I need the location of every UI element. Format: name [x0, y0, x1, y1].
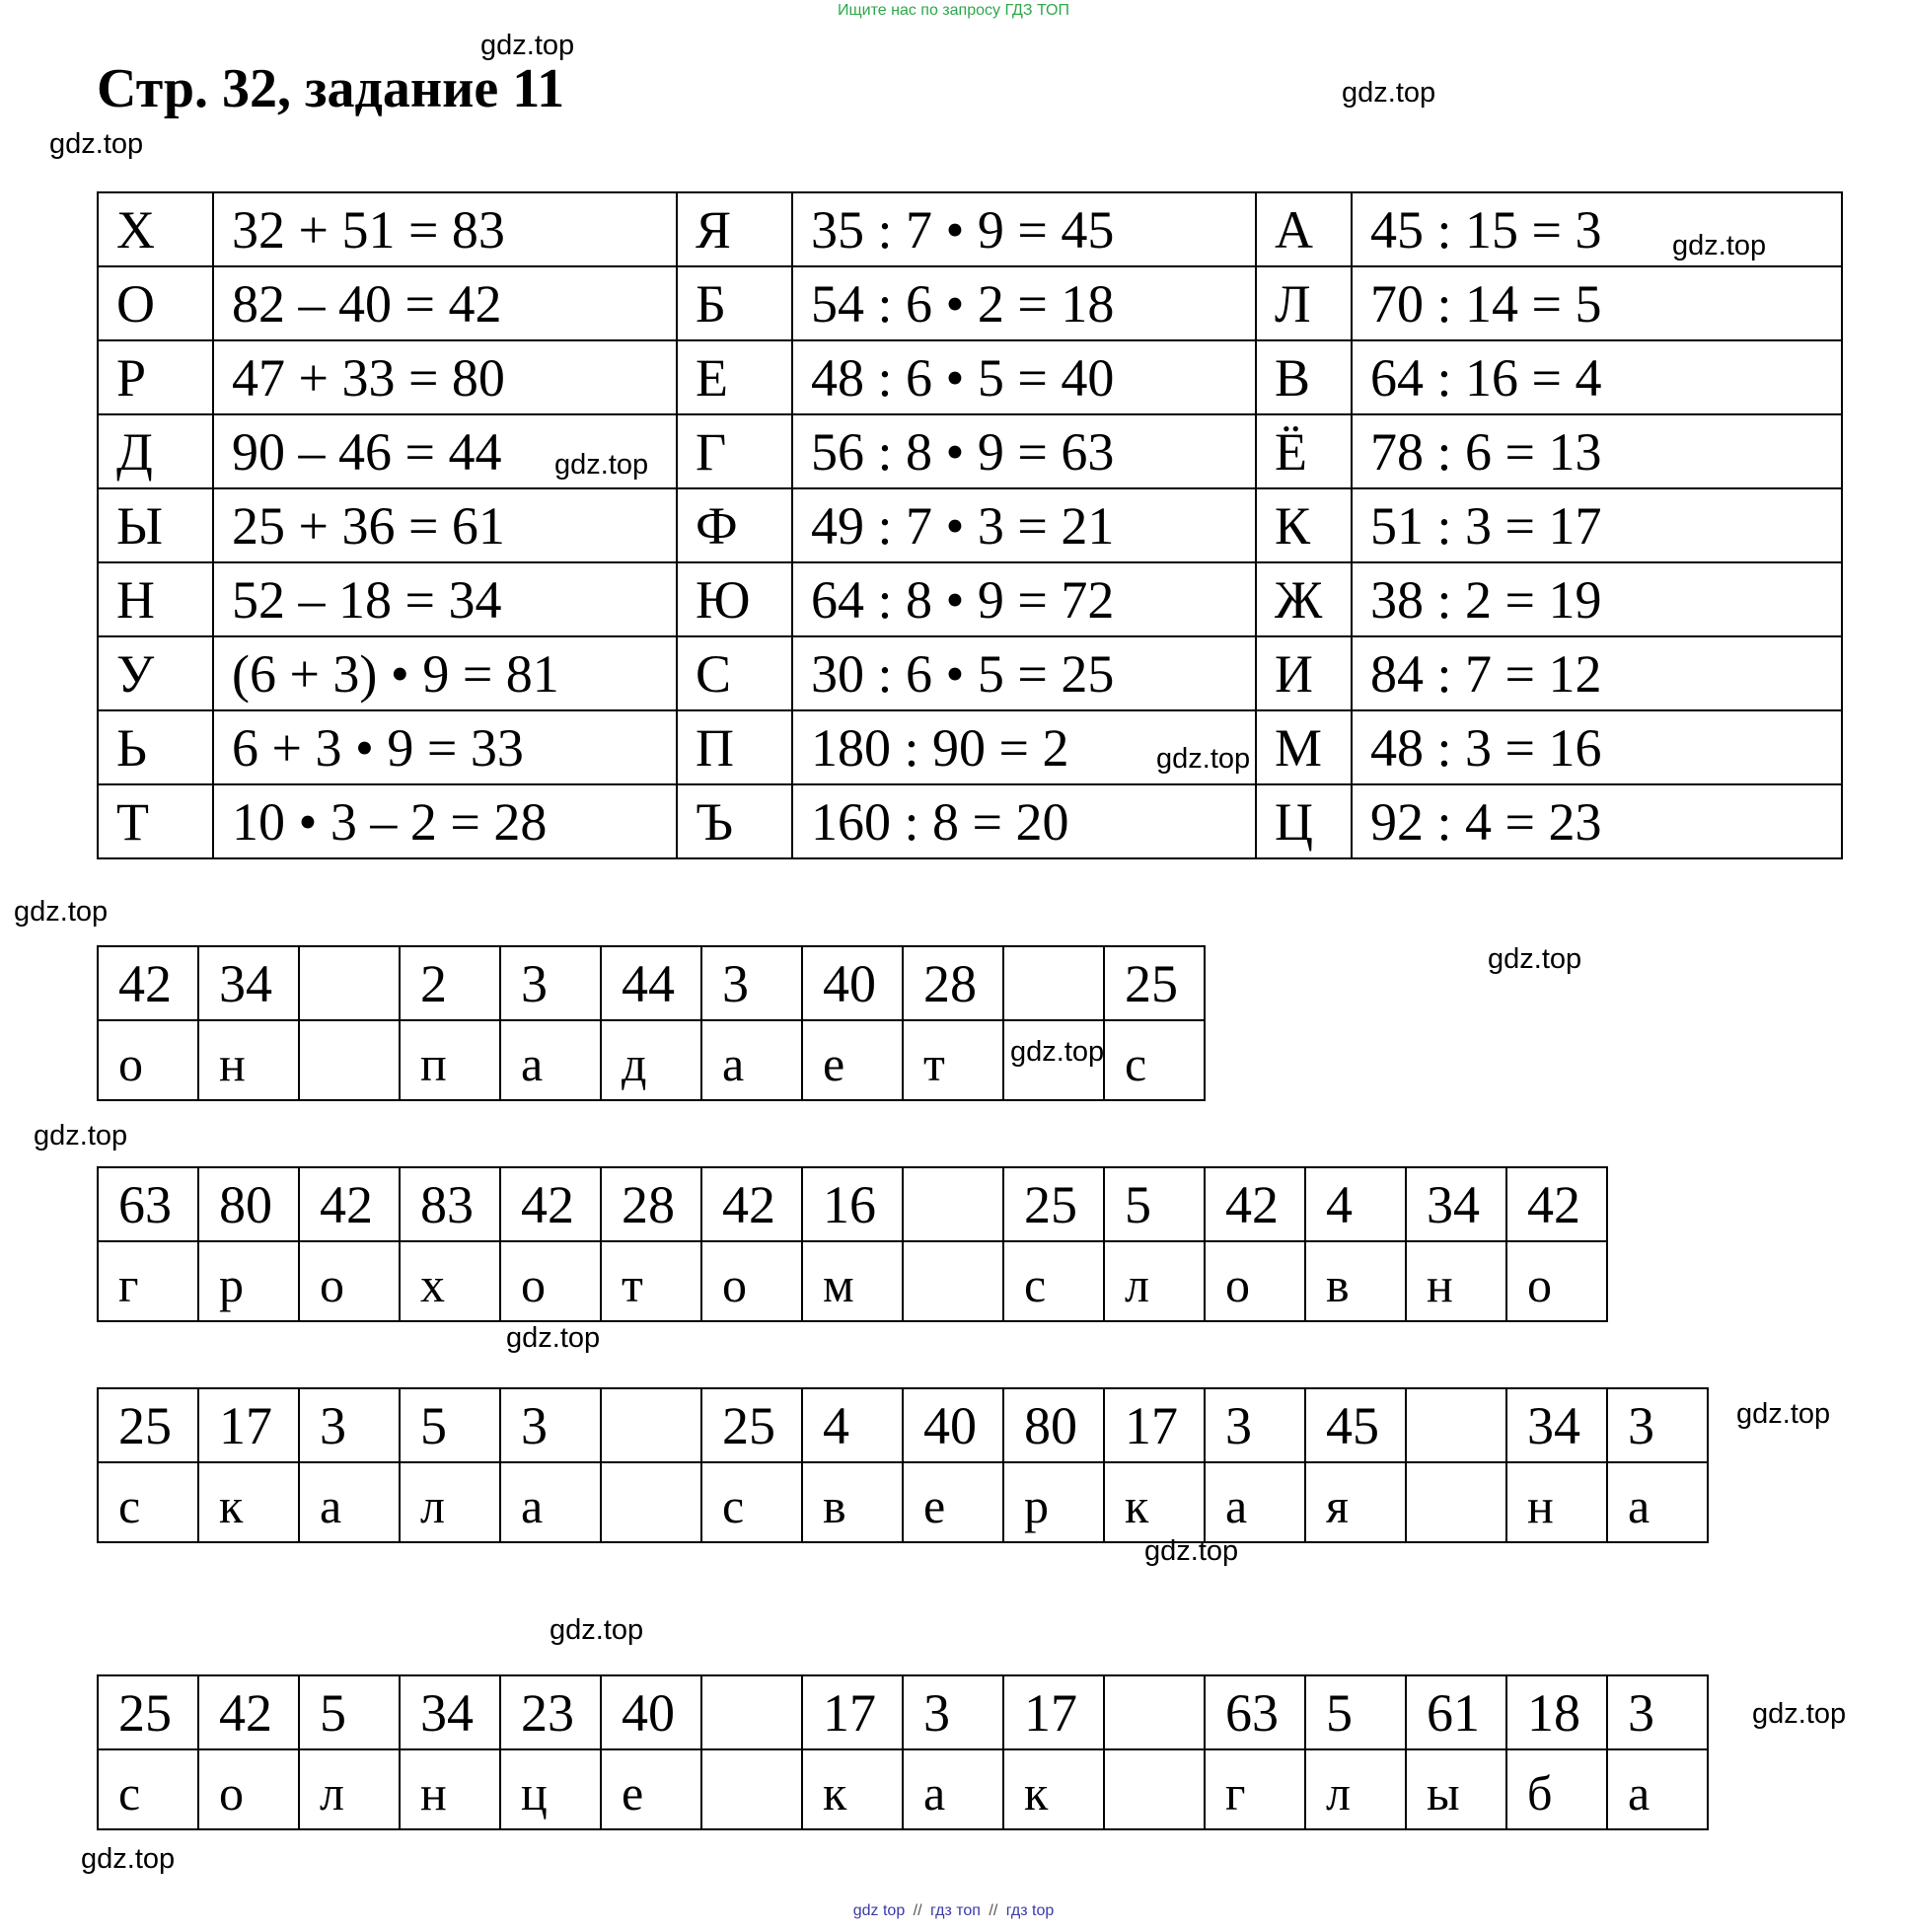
watermark: gdz.top — [480, 30, 575, 61]
answer-letter-cell: д — [601, 1020, 701, 1100]
answer-letter-cell: р — [198, 1241, 299, 1321]
answer-number-cell: 40 — [903, 1388, 1003, 1462]
key-letter: Ю — [677, 562, 792, 636]
key-letter: Ь — [98, 710, 213, 784]
key-letter: Ы — [98, 488, 213, 562]
answer-letter-cell — [1104, 1749, 1205, 1829]
key-expression: 160 : 8 = 20 — [792, 784, 1256, 858]
answer-number-cell: 25 — [701, 1388, 802, 1462]
answer-number-cell: 3 — [500, 1388, 601, 1462]
answer-number-cell: 40 — [601, 1675, 701, 1749]
answer-number-cell: 17 — [1003, 1675, 1104, 1749]
answer-letter-cell — [1406, 1462, 1506, 1542]
watermark: gdz.top — [1672, 230, 1767, 261]
answer-letter-cell: г — [98, 1241, 198, 1321]
answer-number-cell: 34 — [198, 946, 299, 1020]
answer-number-cell: 18 — [1506, 1675, 1607, 1749]
answer-number-cell: 34 — [400, 1675, 500, 1749]
answer-number-cell: 23 — [500, 1675, 601, 1749]
key-expression: 92 : 4 = 23 — [1352, 784, 1842, 858]
answer-number-cell: 3 — [299, 1388, 400, 1462]
answer-letter-cell: а — [500, 1462, 601, 1542]
answer-letter-cell: а — [299, 1462, 400, 1542]
key-expression: 54 : 6 • 2 = 18 — [792, 266, 1256, 340]
answer-number-cell: 4 — [1305, 1167, 1406, 1241]
answer-letters-row — [98, 1462, 1708, 1542]
key-letter: Т — [98, 784, 213, 858]
key-letter: У — [98, 636, 213, 710]
answer-letter-cell: о — [701, 1241, 802, 1321]
answer-letter-cell — [601, 1462, 701, 1542]
key-letter: Л — [1256, 266, 1352, 340]
answer-number-cell: 3 — [1607, 1675, 1708, 1749]
answer-table-2 — [97, 1166, 1608, 1322]
key-letter: Г — [677, 414, 792, 488]
top-note: Ищите нас по запросу ГДЗ ТОП — [838, 2, 1069, 19]
answer-number-cell — [1003, 946, 1104, 1020]
answer-letter-cell: е — [601, 1749, 701, 1829]
key-expression: 90 – 46 = 44 — [213, 414, 677, 488]
watermark: gdz.top — [49, 128, 144, 160]
key-letter: Б — [677, 266, 792, 340]
answer-number-cell: 17 — [802, 1675, 903, 1749]
answer-letter-cell: а — [1607, 1462, 1708, 1542]
answer-number-cell — [701, 1675, 802, 1749]
answer-number-cell: 42 — [299, 1167, 400, 1241]
answer-letter-cell: с — [98, 1749, 198, 1829]
answer-letter-cell: с — [1003, 1241, 1104, 1321]
answer-number-cell: 17 — [1104, 1388, 1205, 1462]
answer-number-cell: 42 — [500, 1167, 601, 1241]
answer-number-cell: 61 — [1406, 1675, 1506, 1749]
key-expression: 82 – 40 = 42 — [213, 266, 677, 340]
answer-number-cell: 25 — [98, 1675, 198, 1749]
answer-letter-cell: т — [903, 1020, 1003, 1100]
answer-letter-cell: н — [1406, 1241, 1506, 1321]
answer-number-cell: 25 — [98, 1388, 198, 1462]
key-letter: В — [1256, 340, 1352, 414]
answer-number-cell: 63 — [98, 1167, 198, 1241]
key-row — [98, 710, 1842, 784]
answer-number-cell: 44 — [601, 946, 701, 1020]
answer-letter-cell: ц — [500, 1749, 601, 1829]
key-row — [98, 488, 1842, 562]
answer-number-cell: 42 — [1205, 1167, 1305, 1241]
answer-letter-cell: б — [1506, 1749, 1607, 1829]
answer-number-cell: 25 — [1003, 1167, 1104, 1241]
page-title: Стр. 32, задание 11 — [97, 58, 565, 119]
answer-number-cell: 80 — [198, 1167, 299, 1241]
answer-table-3 — [97, 1387, 1709, 1543]
key-expression: 25 + 36 = 61 — [213, 488, 677, 562]
answer-number-cell: 3 — [1205, 1388, 1305, 1462]
answer-letter-cell: л — [299, 1749, 400, 1829]
answer-letter-cell: е — [903, 1462, 1003, 1542]
key-letter: О — [98, 266, 213, 340]
answer-letter-cell: о — [500, 1241, 601, 1321]
key-letter: К — [1256, 488, 1352, 562]
answer-letter-cell — [299, 1020, 400, 1100]
key-expression: 49 : 7 • 3 = 21 — [792, 488, 1256, 562]
answer-table-1 — [97, 945, 1206, 1101]
watermark: gdz.top — [1156, 743, 1251, 775]
key-expression: 38 : 2 = 19 — [1352, 562, 1842, 636]
key-row — [98, 562, 1842, 636]
key-letter: П — [677, 710, 792, 784]
answer-letter-cell: а — [701, 1020, 802, 1100]
footer-separator: // — [989, 1902, 998, 1919]
answer-number-cell: 17 — [198, 1388, 299, 1462]
key-letter: Ё — [1256, 414, 1352, 488]
answer-numbers-row — [98, 1388, 1708, 1462]
answer-number-cell — [903, 1167, 1003, 1241]
key-expression: 64 : 16 = 4 — [1352, 340, 1842, 414]
answer-letter-cell: т — [601, 1241, 701, 1321]
watermark: gdz.top — [1488, 943, 1582, 975]
answer-number-cell: 42 — [701, 1167, 802, 1241]
key-expression: 84 : 7 = 12 — [1352, 636, 1842, 710]
answer-letter-cell: к — [802, 1749, 903, 1829]
key-letter: А — [1256, 192, 1352, 266]
answer-number-cell: 3 — [1607, 1388, 1708, 1462]
answer-letter-cell: е — [802, 1020, 903, 1100]
key-expression: 51 : 3 = 17 — [1352, 488, 1842, 562]
watermark: gdz.top — [1736, 1398, 1831, 1430]
key-expression: 56 : 8 • 9 = 63 — [792, 414, 1256, 488]
answer-letter-cell: в — [1305, 1241, 1406, 1321]
answer-letter-cell: г — [1205, 1749, 1305, 1829]
answer-letter-cell: н — [400, 1749, 500, 1829]
answer-letter-cell: к — [198, 1462, 299, 1542]
answer-number-cell — [601, 1388, 701, 1462]
answer-number-cell: 3 — [701, 946, 802, 1020]
key-expression: (6 + 3) • 9 = 81 — [213, 636, 677, 710]
answer-letters-row — [98, 1241, 1607, 1321]
key-expression: 6 + 3 • 9 = 33 — [213, 710, 677, 784]
watermark: gdz.top — [1342, 77, 1436, 109]
key-row — [98, 784, 1842, 858]
answer-numbers-row — [98, 1167, 1607, 1241]
answer-letter-cell: к — [1003, 1749, 1104, 1829]
watermark: gdz.top — [1144, 1535, 1239, 1567]
key-expression: 47 + 33 = 80 — [213, 340, 677, 414]
answer-letter-cell: с — [1104, 1020, 1205, 1100]
answer-letter-cell: п — [400, 1020, 500, 1100]
answer-number-cell: 5 — [1104, 1167, 1205, 1241]
key-letter: С — [677, 636, 792, 710]
answer-letter-cell: л — [400, 1462, 500, 1542]
watermark: gdz.top — [554, 449, 649, 481]
answer-letter-cell: к — [1104, 1462, 1205, 1542]
answer-letter-cell: а — [1205, 1462, 1305, 1542]
answer-number-cell: 34 — [1406, 1167, 1506, 1241]
footer-separator: // — [913, 1902, 922, 1919]
key-row — [98, 340, 1842, 414]
key-letter: Р — [98, 340, 213, 414]
answer-number-cell: 3 — [500, 946, 601, 1020]
answer-letter-cell: ы — [1406, 1749, 1506, 1829]
answer-letter-cell: а — [1607, 1749, 1708, 1829]
answer-letter-cell: х — [400, 1241, 500, 1321]
key-expression: 70 : 14 = 5 — [1352, 266, 1842, 340]
answer-number-cell: 80 — [1003, 1388, 1104, 1462]
answer-letter-cell: в — [802, 1462, 903, 1542]
footer-link[interactable]: гдз топ — [930, 1902, 981, 1919]
answer-letter-cell: с — [701, 1462, 802, 1542]
key-expression: 30 : 6 • 5 = 25 — [792, 636, 1256, 710]
answer-number-cell: 4 — [802, 1388, 903, 1462]
key-row — [98, 192, 1842, 266]
key-expression: 45 : 15 = 3 — [1352, 192, 1842, 266]
key-letter: М — [1256, 710, 1352, 784]
answer-number-cell: 2 — [400, 946, 500, 1020]
watermark: gdz.top — [81, 1843, 176, 1875]
answer-letter-cell: л — [1104, 1241, 1205, 1321]
key-expression: 48 : 6 • 5 = 40 — [792, 340, 1256, 414]
key-expression: 10 • 3 – 2 = 28 — [213, 784, 677, 858]
answer-letter-cell: н — [198, 1020, 299, 1100]
answer-numbers-row — [98, 1675, 1708, 1749]
key-expression: 180 : 90 = 2 — [792, 710, 1256, 784]
answer-number-cell — [1406, 1388, 1506, 1462]
answer-letter-cell: я — [1305, 1462, 1406, 1542]
answer-number-cell: 42 — [198, 1675, 299, 1749]
key-expression: 52 – 18 = 34 — [213, 562, 677, 636]
answer-letter-cell — [701, 1749, 802, 1829]
answer-number-cell: 83 — [400, 1167, 500, 1241]
answer-number-cell: 45 — [1305, 1388, 1406, 1462]
answer-numbers-row — [98, 946, 1205, 1020]
answer-number-cell: 5 — [299, 1675, 400, 1749]
key-letter: Я — [677, 192, 792, 266]
answer-letter-cell: о — [1205, 1241, 1305, 1321]
answer-number-cell: 16 — [802, 1167, 903, 1241]
answer-number-cell: 34 — [1506, 1388, 1607, 1462]
key-row — [98, 636, 1842, 710]
answer-letter-cell: н — [1506, 1462, 1607, 1542]
answer-letter-cell: л — [1305, 1749, 1406, 1829]
watermark: gdz.top — [506, 1322, 601, 1354]
footer-links — [0, 1902, 1907, 1920]
key-letter: Е — [677, 340, 792, 414]
answer-number-cell: 3 — [903, 1675, 1003, 1749]
key-expression: 64 : 8 • 9 = 72 — [792, 562, 1256, 636]
answer-letter-cell: о — [1506, 1241, 1607, 1321]
answer-letter-cell: с — [98, 1462, 198, 1542]
key-letter: Ж — [1256, 562, 1352, 636]
answer-number-cell — [1104, 1675, 1205, 1749]
watermark: gdz.top — [14, 896, 109, 928]
answer-letter-cell — [903, 1241, 1003, 1321]
answer-number-cell: 5 — [400, 1388, 500, 1462]
answer-letters-row — [98, 1749, 1708, 1829]
key-expression: 78 : 6 = 13 — [1352, 414, 1842, 488]
answer-letter-cell: о — [198, 1749, 299, 1829]
watermark: gdz.top — [1752, 1698, 1847, 1730]
answer-letter-cell: м — [802, 1241, 903, 1321]
key-letter: Ъ — [677, 784, 792, 858]
answer-letter-cell: о — [98, 1020, 198, 1100]
watermark: gdz.top — [550, 1614, 644, 1646]
key-row — [98, 414, 1842, 488]
key-row — [98, 266, 1842, 340]
answer-number-cell: 28 — [903, 946, 1003, 1020]
key-letter: Х — [98, 192, 213, 266]
answer-number-cell: 5 — [1305, 1675, 1406, 1749]
key-letter: Ф — [677, 488, 792, 562]
answer-letter-cell: а — [903, 1749, 1003, 1829]
key-letter: Д — [98, 414, 213, 488]
key-expression: 48 : 3 = 16 — [1352, 710, 1842, 784]
answer-number-cell: 42 — [1506, 1167, 1607, 1241]
answer-number-cell: 25 — [1104, 946, 1205, 1020]
key-letter: И — [1256, 636, 1352, 710]
answer-number-cell: 63 — [1205, 1675, 1305, 1749]
answer-number-cell: 28 — [601, 1167, 701, 1241]
answer-letter-cell: о — [299, 1241, 400, 1321]
answer-table-4 — [97, 1674, 1709, 1830]
watermark: gdz.top — [34, 1120, 128, 1152]
answer-number-cell: 42 — [98, 946, 198, 1020]
watermark: gdz.top — [1010, 1036, 1105, 1068]
footer-link[interactable]: gdz top — [852, 1902, 906, 1919]
answer-letter-cell: р — [1003, 1462, 1104, 1542]
answer-number-cell: 40 — [802, 946, 903, 1020]
answer-letter-cell: а — [500, 1020, 601, 1100]
answer-number-cell — [299, 946, 400, 1020]
footer-link[interactable]: гдз top — [1005, 1902, 1055, 1919]
key-table — [97, 191, 1843, 859]
key-expression: 32 + 51 = 83 — [213, 192, 677, 266]
key-letter: Ц — [1256, 784, 1352, 858]
key-letter: Н — [98, 562, 213, 636]
key-expression: 35 : 7 • 9 = 45 — [792, 192, 1256, 266]
